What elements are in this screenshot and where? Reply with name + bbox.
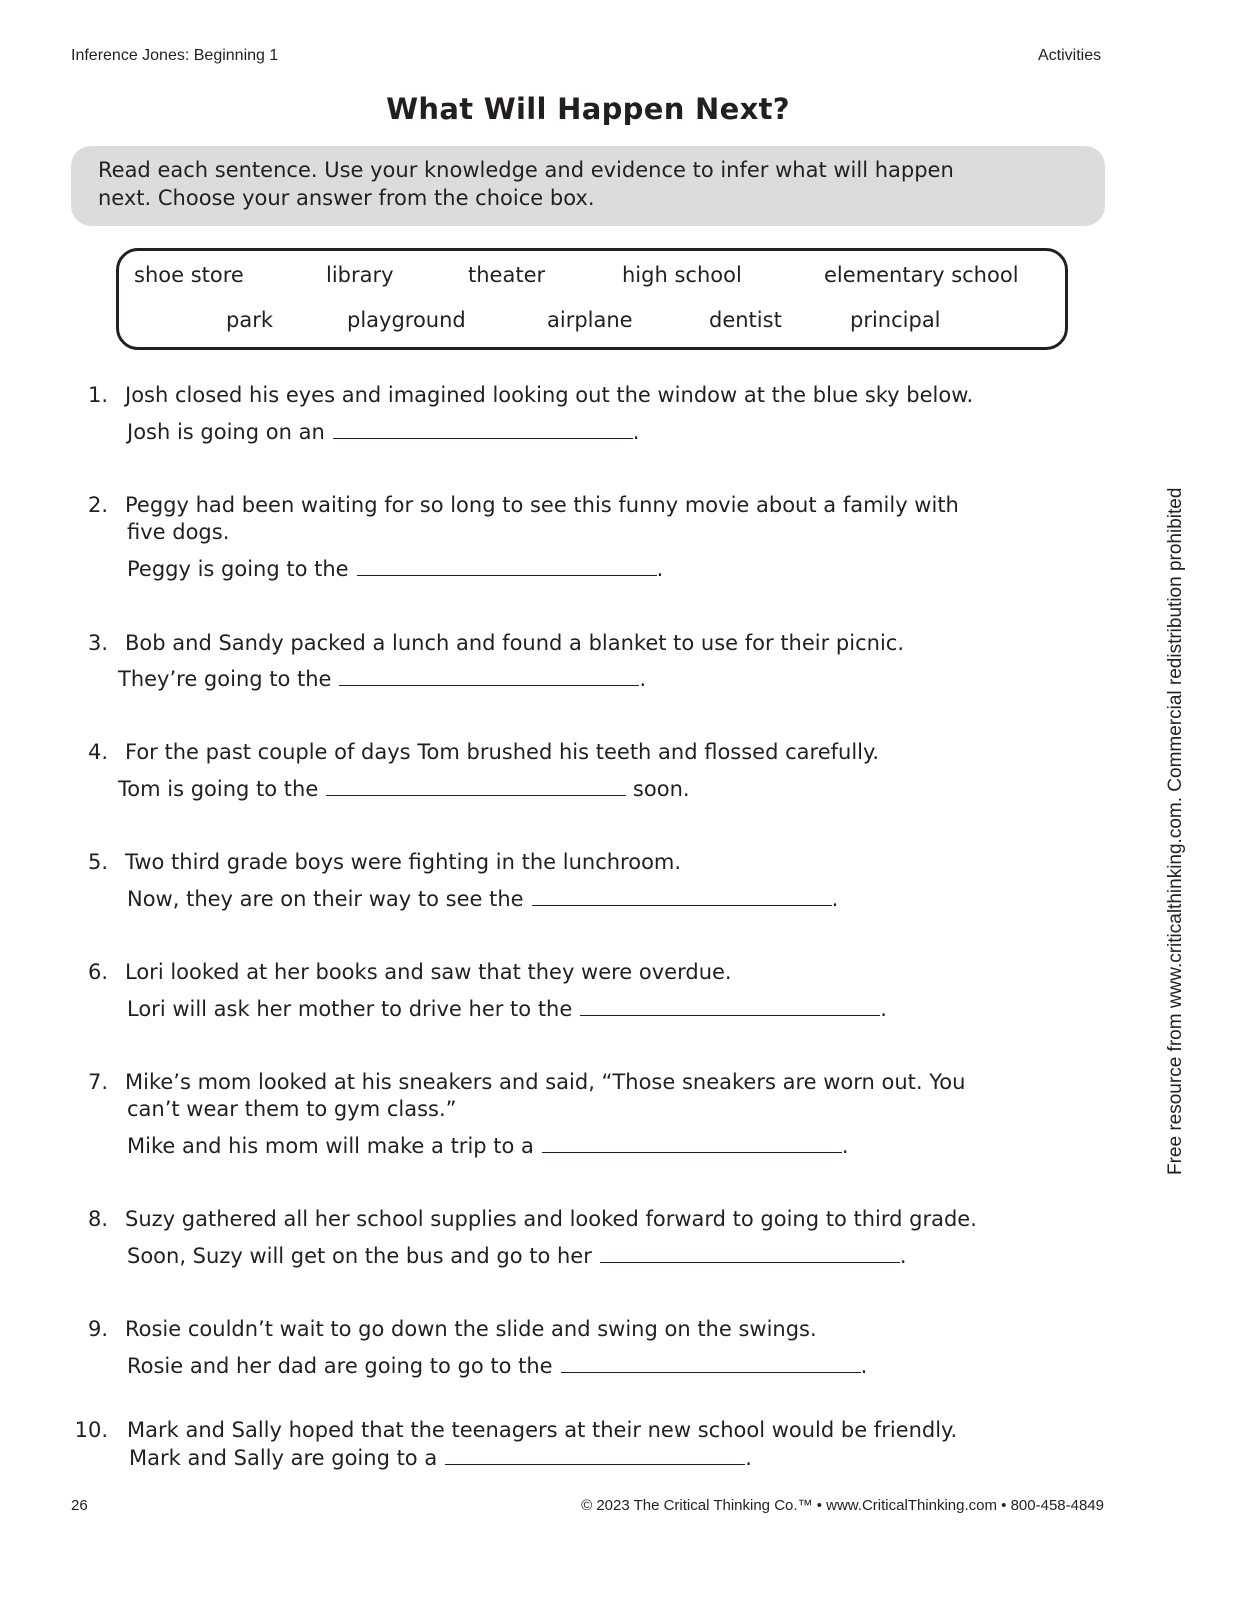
answer-line [118,777,690,801]
choice-airplane: airplane [547,308,633,332]
answer-line [127,557,663,581]
page-number: 26 [71,1497,88,1514]
answer-blank[interactable] [333,420,633,439]
question-text: Two third grade boys were fighting in the lunchroom. [125,850,682,874]
question-number: 3. [87,631,108,655]
answer-prompt: Tom is going to the [118,777,319,801]
choice-elementary-school: elementary school [824,263,1019,287]
question-text: Peggy had been waiting for so long to see this funny movie about a family with [125,493,959,517]
answer-line [118,667,646,691]
answer-prompt: Lori will ask her mother to drive her to the [127,997,573,1021]
answer-end: . [632,420,640,444]
instructions-box [71,146,1105,226]
question-text-cont: can’t wear them to gym class.” [127,1097,457,1121]
question-number: 9. [87,1317,108,1341]
question-text: Josh closed his eyes and imagined looking out the window at the blue sky below. [125,383,974,407]
answer-blank[interactable] [542,1134,842,1153]
answer-end: soon. [626,777,690,801]
answer-line [127,1134,849,1158]
answer-line [127,997,887,1021]
question-number: 5. [87,850,108,874]
choice-principal: principal [850,308,941,332]
redistribution-notice: Free resource from www.criticalthinking.com. Commercial redistribution prohibited [1165,487,1186,1175]
question-text: Lori looked at her books and saw that they were overdue. [125,960,732,984]
question-text: Suzy gathered all her school supplies and looked forward to going to third grade. [125,1207,977,1231]
footer-copyright: © 2023 The Critical Thinking Co.™ • www.CriticalThinking.com • 800-458-4849 [581,1497,1104,1514]
answer-prompt: They’re going to the [118,667,332,691]
choice-theater: theater [468,263,546,287]
answer-end: . [880,997,887,1021]
question-text: Mike’s mom looked at his sneakers and said, “Those sneakers are worn out. You [125,1070,966,1094]
question-number: 8. [87,1207,108,1231]
answer-blank[interactable] [600,1244,900,1263]
answer-line [127,1244,907,1268]
answer-prompt: Soon, Suzy will get on the bus and go to her [127,1244,592,1268]
answer-end: . [745,1446,752,1470]
choice-park: park [226,308,273,332]
answer-blank[interactable] [445,1446,745,1465]
choice-playground: playground [347,308,466,332]
answer-end: . [860,1354,868,1378]
answer-end: . [639,667,647,691]
answer-line [127,1354,867,1378]
choice-box [116,248,1068,350]
question-number: 2. [87,493,108,517]
question-text: Bob and Sandy packed a lunch and found a blanket to use for their picnic. [125,631,905,655]
answer-line [127,420,639,444]
question-text: Mark and Sally hoped that the teenagers at their new school would be friendly. [127,1418,958,1442]
answer-end: . [831,887,839,911]
answer-prompt: Now, they are on their way to see the [127,887,524,911]
instructions-line-1: Read each sentence. Use your knowledge and evidence to infer what will happen [98,158,954,182]
answer-prompt: Rosie and her dad are going to go to the [127,1354,553,1378]
answer-blank[interactable] [580,997,880,1016]
choice-high-school: high school [622,263,742,287]
header-left: Inference Jones: Beginning 1 [71,47,279,64]
choice-shoe-store: shoe store [134,263,244,287]
question-text-cont: five dogs. [127,520,230,544]
instructions-line-2: next. Choose your answer from the choice box. [98,186,595,210]
answer-blank[interactable] [561,1354,861,1373]
choice-dentist: dentist [709,308,782,332]
answer-end: . [656,557,664,581]
question-text: For the past couple of days Tom brushed his teeth and flossed carefully. [125,740,880,764]
question-number: 4. [87,740,108,764]
question-text: Rosie couldn’t wait to go down the slide and swing on the swings. [125,1317,817,1341]
answer-prompt: Josh is going on an [127,420,325,444]
answer-line [127,887,838,911]
instructions-text [98,156,1088,212]
answer-end: . [841,1134,849,1158]
question-number: 6. [87,960,108,984]
question-number: 7. [87,1070,108,1094]
answer-end: . [899,1244,907,1268]
page-title: What Will Happen Next? [386,92,790,126]
answer-prompt: Mike and his mom will make a trip to a [127,1134,534,1158]
answer-blank[interactable] [339,667,639,686]
choice-library: library [326,263,394,287]
question-number: 1. [87,383,108,407]
answer-prompt: Peggy is going to the [127,557,349,581]
answer-line [129,1446,752,1470]
question-number: 10. [74,1418,108,1442]
answer-blank[interactable] [326,777,626,796]
answer-prompt: Mark and Sally are going to a [129,1446,438,1470]
answer-blank[interactable] [532,887,832,906]
header-right: Activities [1038,47,1102,64]
answer-blank[interactable] [357,557,657,576]
